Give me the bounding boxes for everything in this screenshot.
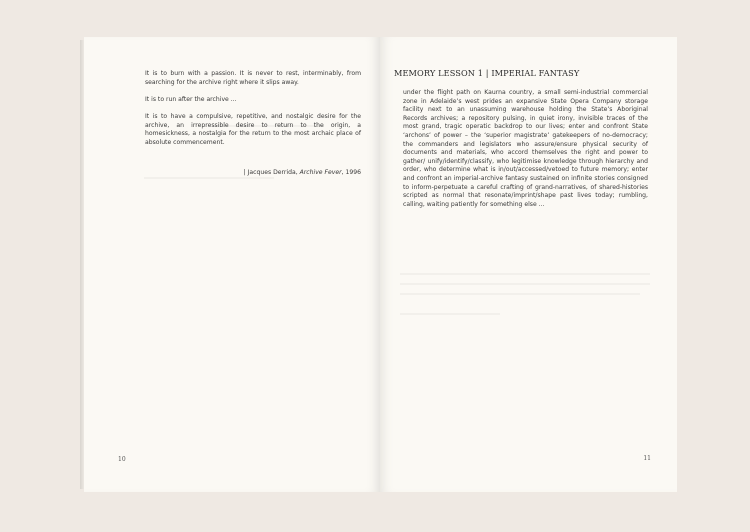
open-book	[84, 37, 677, 492]
show-through-line	[144, 177, 274, 179]
left-page	[84, 37, 380, 492]
page-number-right: 11	[643, 455, 651, 462]
right-page	[380, 37, 677, 492]
show-through-line	[400, 293, 640, 295]
chapter-heading: MEMORY LESSON 1 | IMPERIAL FANTASY	[394, 68, 580, 78]
epigraph-paragraph-3: It is to have a compulsive, repetitive, and nostalgic desire for the archive, an irrepressible desire to return to the origin, a homesickness, a nostalgia for the return to the most archaic place of absolute commencement.	[145, 112, 361, 146]
epigraph-paragraph-2: It is to run after the archive ...	[145, 95, 237, 103]
page-number-left: 10	[118, 456, 126, 463]
attribution-title: Archive Fever	[299, 169, 342, 176]
page-edge-stack	[80, 40, 84, 489]
show-through-line	[214, 125, 324, 127]
show-through-line	[400, 283, 650, 285]
body-text: under the flight path on Kaurna country, a small semi-industrial commercial zone in Adelaide’s west prides an expansive State Opera Company storage facility next to an unassuming warehouse holding the State’s Aboriginal Records archives; a repository pulsing, in quiet irony, invisible traces of the most grand, tragic operatic backdrop to our lives; enter and confront State ‘archons’ of power – the ‘superior magistrate’ gatekeepers of no-democracy; the commanders and legislators who assure/ensure physical security of documents and materials, who accord themselves the right and power to gather/ unify/identify/classify, who legitimise knowledge through hierarchy and order, who determine what is in/out/accessed/vetoed to future memory; enter and confront an imperial-archive fantasy sustained on infinite stories consigned to inform-perpetuate a careful crafting of grand-narratives, of shared-histories scripted as normal that resonate/imprint/shape past lives today; rumbling, calling, waiting patiently for something else ...	[403, 89, 648, 208]
attribution-year: , 1996	[341, 169, 361, 176]
show-through-line	[400, 313, 500, 315]
attribution-author: | Jacques Derrida,	[243, 169, 300, 176]
epigraph-paragraph-1: It is to burn with a passion. It is never to rest, interminably, from searching for the archive right where it slips away.	[145, 70, 361, 86]
epigraph	[145, 70, 361, 156]
show-through-line	[400, 273, 650, 275]
